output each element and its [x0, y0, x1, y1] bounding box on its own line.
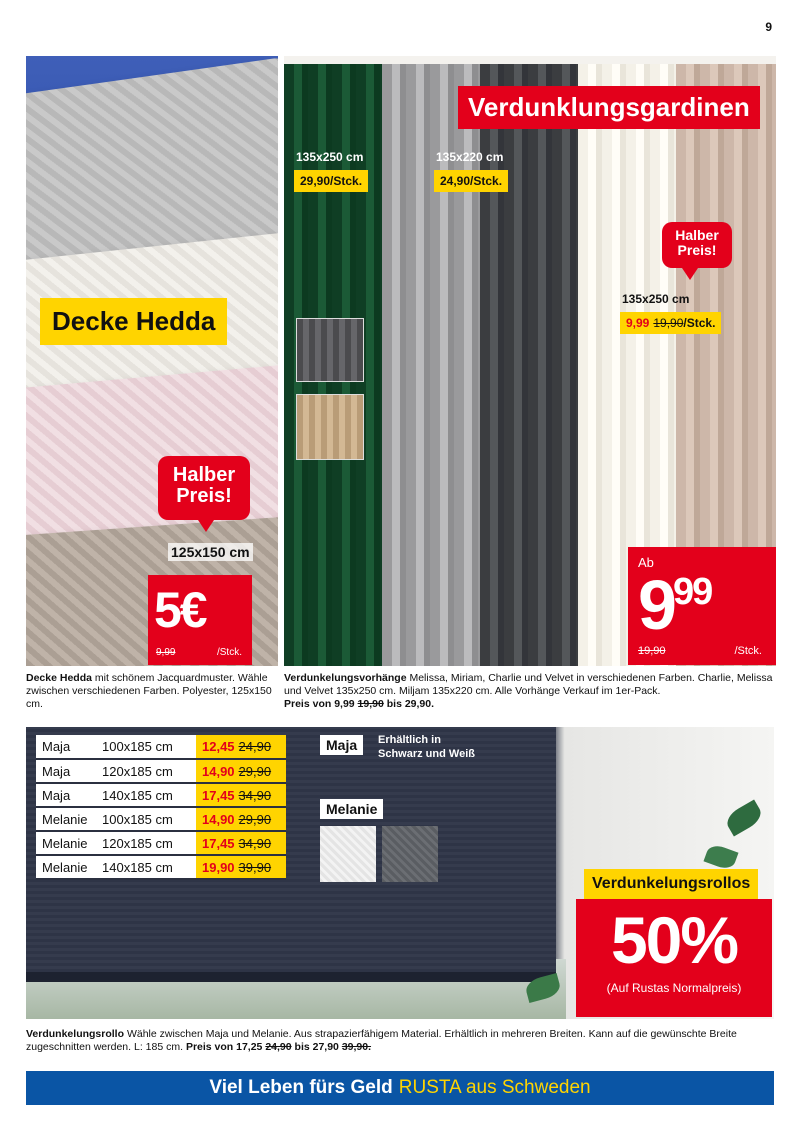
desc-price-bold: Preis von 17,25 [185, 1041, 263, 1053]
desc-price-bold: bis 29,90. [386, 698, 435, 710]
white-old-price: 19,90 [653, 316, 684, 330]
row-price [196, 855, 286, 879]
promo-subtext: (Auf Rustas Normalpreis) [606, 981, 742, 995]
blanket-title: Decke Hedda [40, 298, 227, 345]
grey-size: 135x220 cm [436, 150, 504, 164]
curtains-old-price: 19,90 [638, 645, 666, 657]
white-new-price: 9,99 [626, 316, 650, 330]
desc-price-bold: bis 27,90 [294, 1041, 339, 1053]
footer-slogan: Viel Leben fürs Geld [209, 1077, 393, 1098]
half-price-badge [158, 456, 250, 520]
desc-price-old: 24,90 [265, 1041, 292, 1053]
blanket-old-price: 9,99 [156, 647, 176, 658]
row-new-price: 17,45 [202, 835, 235, 851]
desc-bold: Decke Hedda [26, 672, 92, 684]
swatch-grey [296, 318, 364, 382]
plant-leaf [723, 799, 765, 836]
table-row [36, 759, 286, 783]
row-price [196, 807, 286, 831]
footer-banner [26, 1071, 774, 1105]
row-old-price: 39,90 [238, 859, 272, 875]
table-row [36, 855, 286, 879]
page-number: 9 [765, 20, 772, 34]
curtains-price-box [628, 547, 776, 665]
blanket-description [26, 672, 280, 711]
blanket-price: 5€ [154, 582, 206, 638]
row-new-price: 12,45 [202, 739, 235, 754]
row-new-price: 17,45 [202, 787, 235, 803]
from-label: Ab [638, 555, 654, 570]
row-price [196, 735, 286, 759]
white-size: 135x250 cm [622, 292, 690, 306]
desc-bold: Verdunkelungsrollo [26, 1028, 125, 1040]
promo-box [576, 899, 772, 1017]
white-unit: /Stck. [683, 316, 716, 330]
avail-line: Erhältlich in [378, 734, 441, 746]
blind-bottom-bar [26, 972, 556, 982]
badge-line: Halber [675, 227, 719, 243]
badge-line: Preis! [677, 241, 717, 258]
row-name: Melanie [36, 855, 96, 879]
white-price-tag [620, 312, 721, 334]
desc-text: Wähle zwischen Maja und Melanie. Aus strapazierfähigem Material. Erhältlich in mehreren Breiten. Kann auf die gewünschte Breite zugeschnitten werden. L: 185 cm. [26, 1028, 737, 1053]
row-old-price: 34,90 [238, 787, 272, 803]
row-size: 120x185 cm [96, 831, 196, 855]
curtains-unit: /Stck. [734, 645, 762, 657]
table-row [36, 807, 286, 831]
row-price [196, 831, 286, 855]
blind-size-table [36, 735, 286, 880]
promo-percent: 50% [610, 903, 738, 977]
row-name: Melanie [36, 831, 96, 855]
table-row [36, 783, 286, 807]
green-size: 135x250 cm [296, 150, 364, 164]
footer-brand: RUSTA aus Schweden [398, 1077, 591, 1098]
row-new-price: 19,90 [202, 859, 235, 875]
desc-text: Melissa, Miriam, Charlie und Velvet in verschiedenen Farben. Charlie, Melissa und Velvet 135x250 cm. Miljam 135x220 cm. Alle Vorhänge Verkauf im 1er-Pack. [284, 672, 773, 697]
melanie-label: Melanie [320, 799, 383, 819]
avail-line: Schwarz und Weiß [378, 748, 475, 760]
row-old-price: 29,90 [238, 763, 272, 779]
desc-text: mit schönem Jacquardmuster. Wähle zwischen verschiedenen Farben. Polyester, 125x150 cm. [26, 672, 272, 710]
maja-label: Maja [320, 735, 363, 755]
row-size: 100x185 cm [96, 735, 196, 759]
swatch-white [320, 826, 376, 882]
desc-bold: Verdunkelungsvorhänge [284, 672, 407, 684]
desc-price-bold: Preis von 9,99 [284, 698, 355, 710]
row-new-price: 14,90 [202, 811, 235, 827]
promo-title: Verdunkelungsrollos [584, 869, 758, 899]
desc-price-old: 39,90. [341, 1041, 372, 1053]
price-dec: 99 [672, 571, 712, 613]
row-price [196, 783, 286, 807]
row-old-price: 34,90 [238, 835, 272, 851]
curtains-title: Verdunklungsgardinen [458, 86, 760, 129]
table-row [36, 735, 286, 759]
price-int: 9 [638, 566, 673, 644]
curtains-description [284, 672, 784, 711]
blanket-unit: /Stck. [216, 647, 242, 658]
curtains-big-price [638, 565, 711, 645]
desc-price-old: 19,90 [357, 698, 384, 710]
blanket-size: 125x150 cm [168, 543, 253, 561]
plant-leaf [703, 842, 738, 871]
row-size: 100x185 cm [96, 807, 196, 831]
row-name: Maja [36, 783, 96, 807]
table-row [36, 831, 286, 855]
blanket-price-box [148, 575, 252, 665]
badge-line: Halber [172, 464, 236, 486]
row-name: Melanie [36, 807, 96, 831]
row-price [196, 759, 286, 783]
row-name: Maja [36, 759, 96, 783]
swatch-beige [296, 394, 364, 460]
badge-line: Preis! [176, 485, 232, 507]
swatch-grey [382, 826, 438, 882]
blinds-description [26, 1028, 786, 1054]
row-old-price: 29,90 [238, 811, 272, 827]
row-new-price: 14,90 [202, 763, 235, 779]
row-name: Maja [36, 735, 96, 759]
grey-price-tag: 24,90/Stck. [434, 170, 508, 192]
half-price-badge-curtains [662, 222, 732, 268]
availability-note [378, 733, 475, 761]
row-size: 120x185 cm [96, 759, 196, 783]
blinds-image [26, 727, 774, 1019]
row-size: 140x185 cm [96, 783, 196, 807]
green-price-tag: 29,90/Stck. [294, 170, 368, 192]
row-size: 140x185 cm [96, 855, 196, 879]
row-old-price: 24,90 [238, 739, 272, 754]
